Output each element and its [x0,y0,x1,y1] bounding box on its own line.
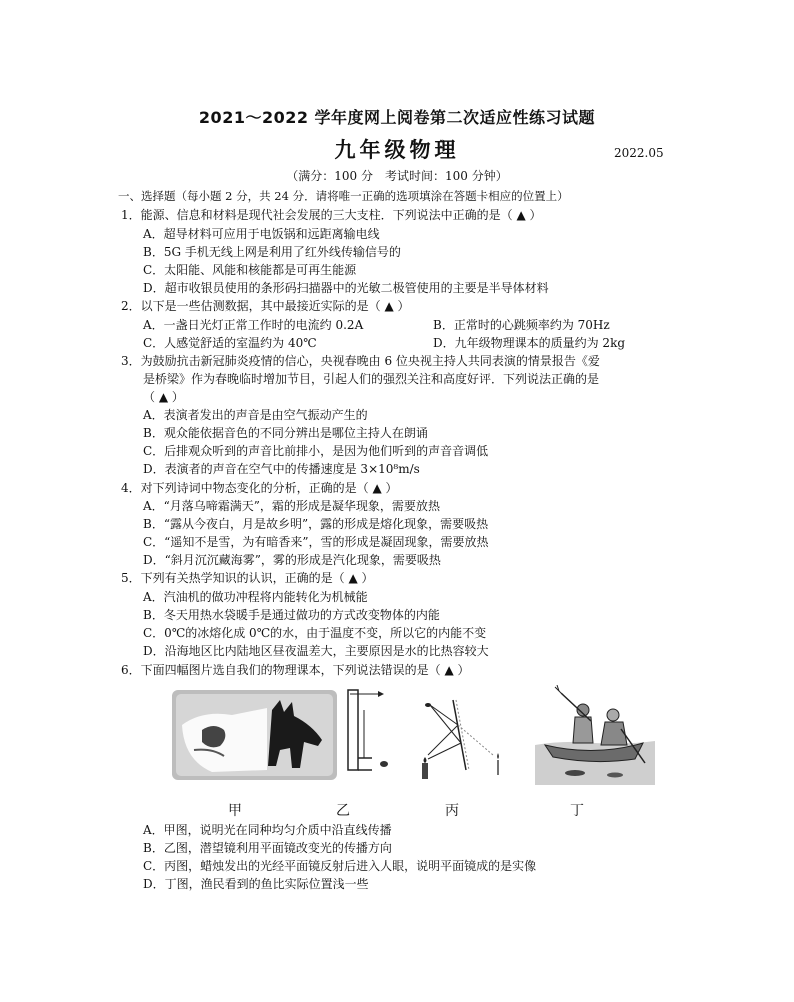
figure-caption-bing: 丙 [445,803,459,819]
question-5-stem: 5．下列有关热学知识的认识，正确的是（ ▲ ） [121,571,374,585]
question-5-option-b: B．冬天用热水袋暖手是通过做功的方式改变物体的内能 [143,608,440,622]
question-5-option-d: D．沿海地区比内陆地区昼夜温差大，主要原因是水的比热容较大 [143,644,489,658]
question-4-option-c: C．“遥知不是雪，为有暗香来”，雪的形成是凝固现象，需要放热 [143,535,489,549]
question-3-option-c: C．后排观众听到的声音比前排小，是因为他们听到的声音音调低 [143,444,489,458]
figure-caption-jia: 甲 [228,803,242,819]
subject-title: 九年级物理 [334,138,460,162]
question-1-option-a: A．超导材料可应用于电饭锅和远距离输电线 [143,227,380,241]
question-3-option-d: D．表演者的声音在空气中的传播速度是 3×10⁸m/s [143,462,420,476]
figure-caption-ding: 丁 [570,803,584,819]
question-4-stem: 4．对下列诗词中物态变化的分析，正确的是（ ▲ ） [121,481,398,495]
figure-yi-periscope [342,688,402,780]
question-1-stem: 1．能源、信息和材料是现代社会发展的三大支柱．下列说法中正确的是（ ▲ ） [121,208,542,222]
question-4-option-b: B．“露从今夜白，月是故乡明”，露的形成是熔化现象，需要吸热 [143,517,489,531]
exam-title: 2021～2022 学年度网上阅卷第二次适应性练习试题 [198,108,596,127]
question-6-option-d: D．丁图，渔民看到的鱼比实际位置浅一些 [143,877,369,891]
question-4-option-a: A．“月落乌啼霜满天”，霜的形成是凝华现象，需要放热 [143,499,440,513]
question-3-stem-line2: 是桥梁》作为春晚临时增加节目，引起人们的强烈关注和高度好评．下列说法正确的是 [143,372,600,386]
section-heading: 一、选择题（每小题 2 分，共 24 分．请将唯一正确的选项填涂在答题卡相应的位置上） [118,189,569,203]
question-3-stem-line1: 3．为鼓励抗击新冠肺炎疫情的信心，央视春晚由 6 位央视主持人共同表演的情景报告《爱 [121,354,600,368]
question-2-option-d: D．九年级物理课本的质量约为 2kg [433,336,626,350]
question-1-option-d: D．超市收银员使用的条形码扫描器中的光敏二极管使用的主要是半导体材料 [143,281,549,295]
question-5-option-a: A．汽油机的做功冲程将内能转化为机械能 [143,590,368,604]
figure-bing-plane-mirror [408,695,518,783]
question-1-option-b: B．5G 手机无线上网是利用了红外线传输信号的 [143,245,401,259]
question-3-option-a: A．表演者发出的声音是由空气振动产生的 [143,408,368,422]
exam-date: 2022.05 [614,146,664,160]
question-1-option-c: C．太阳能、风能和核能都是可再生能源 [143,263,357,277]
question-5-option-c: C．0℃的冰熔化成 0℃的水，由于温度不变，所以它的内能不变 [143,626,487,640]
question-6-option-c: C．丙图，蜡烛发出的光经平面镜反射后进入人眼，说明平面镜成的是实像 [143,859,537,873]
question-2-option-a: A．一盏日光灯正常工作时的电流约 0.2A [143,318,364,332]
question-2-stem: 2．以下是一些估测数据，其中最接近实际的是（ ▲ ） [121,299,410,313]
question-3-option-b: B．观众能依据音色的不同分辨出是哪位主持人在朗诵 [143,426,428,440]
question-6-stem: 6．下面四幅图片选自我们的物理课本，下列说法错误的是（ ▲ ） [121,663,470,677]
question-3-stem-line3: （ ▲ ） [143,390,184,404]
question-2-option-b: B．正常时的心跳频率约为 70Hz [433,318,610,332]
figure-ding-fisherman [535,685,655,785]
question-4-option-d: D．“斜月沉沉藏海雾”，雾的形成是汽化现象，需要吸热 [143,553,441,567]
figure-caption-yi: 乙 [336,803,350,819]
question-2-option-c: C．人感觉舒适的室温约为 40℃ [143,336,317,350]
question-6-option-b: B．乙图，潜望镜利用平面镜改变光的传播方向 [143,841,392,855]
exam-info: （满分：100 分 考试时间：100 分钟） [286,169,508,183]
figure-jia-hand-shadow [172,690,337,780]
question-6-option-a: A．甲图，说明光在同种均匀介质中沿直线传播 [143,823,392,837]
